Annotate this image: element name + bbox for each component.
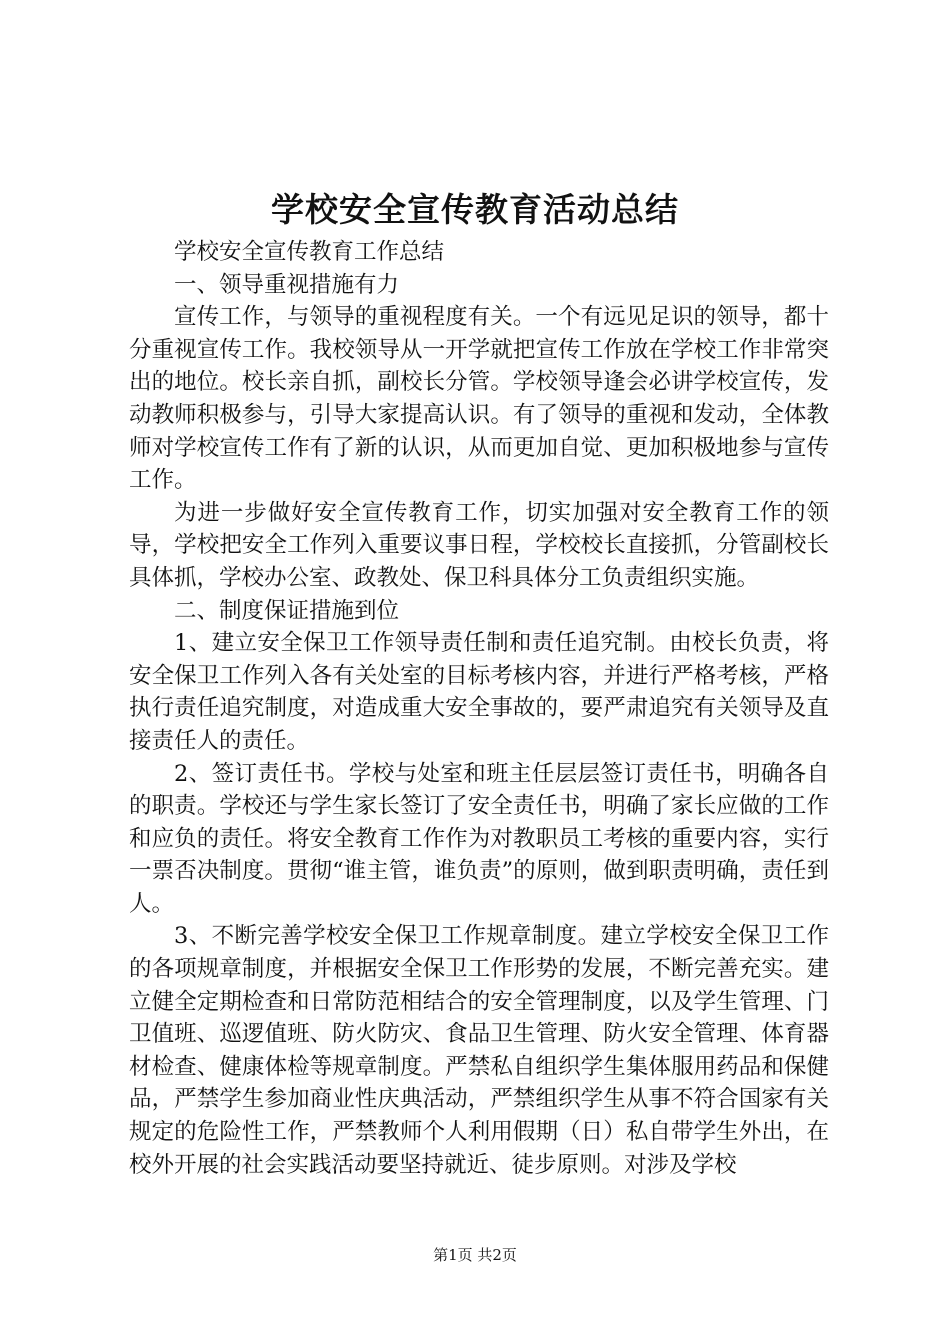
page-number-footer: 第1页 共2页 bbox=[433, 1246, 517, 1264]
body-paragraph: 3、不断完善学校安全保卫工作规章制度。建立学校安全保卫工作的各项规章制度，并根据安全保卫工作形势的发展，不断完善充实。建立健全定期检查和日常防范相结合的安全管理制度，以及学生管理、门卫值班、巡逻值班、防火防灾、食品卫生管理、防火安全管理、体育器材检查、健康体检等规章制度。严禁私自组织学生集体服用药品和保健品，严禁学生参加商业性庆典活动，严禁组织学生从事不符合国家有关规定的危险性工作，严禁教师个人利用假期（日）私自带学生外出，在校外开展的社会实践活动要坚持就近、徒步原则。对涉及学校 bbox=[129, 923, 829, 1178]
body-paragraph: 2、签订责任书。学校与处室和班主任层层签订责任书，明确各自的职责。学校还与学生家长签订了安全责任书，明确了家长应做的工作和应负的责任。将安全教育工作作为对教职员工考核的重要内容，实行一票否决制度。贯彻“谁主管，谁负责”的原则，做到职责明确，责任到人。 bbox=[129, 760, 829, 917]
body-paragraph: 为进一步做好安全宣传教育工作，切实加强对安全教育工作的领导，学校把安全工作列入重要议事日程，学校校长直接抓，分管副校长具体抓，学校办公室、政教处、保卫科具体分工负责组织实施。 bbox=[129, 499, 829, 591]
document-title: 学校安全宣传教育活动总结 bbox=[271, 190, 679, 229]
subtitle-paragraph: 学校安全宣传教育工作总结 bbox=[174, 239, 445, 265]
section-heading-2: 二、制度保证措施到位 bbox=[174, 597, 400, 624]
document-body bbox=[129, 236, 829, 1181]
section-heading-1: 一、领导重视措施有力 bbox=[174, 271, 400, 298]
body-paragraph: 1、建立安全保卫工作领导责任制和责任追究制。由校长负责，将安全保卫工作列入各有关处室的目标考核内容，并进行严格考核，严格执行责任追究制度，对造成重大安全事故的，要严肃追究有关领导及直接责任人的责任。 bbox=[129, 630, 829, 754]
body-paragraph: 宣传工作，与领导的重视程度有关。一个有远见足识的领导，都十分重视宣传工作。我校领导从一开学就把宣传工作放在学校工作非常突出的地位。校长亲自抓，副校长分管。学校领导逢会必讲学校宣传，发动教师积极参与，引导大家提高认识。有了领导的重视和发动，全体教师对学校宣传工作有了新的认识，从而更加自觉、更加积极地参与宣传工作。 bbox=[129, 304, 829, 494]
